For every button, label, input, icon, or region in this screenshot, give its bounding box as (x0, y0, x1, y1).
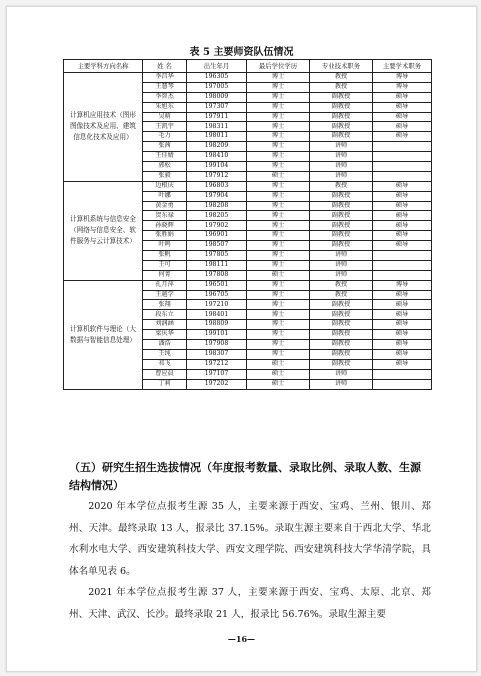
degree-cell: 博士 (247, 142, 310, 152)
degree-cell: 博士 (247, 260, 310, 270)
birth-cell: 197912 (187, 171, 247, 181)
degree-cell: 博士 (247, 280, 310, 290)
birth-cell: 198009 (187, 92, 247, 102)
academic-role-cell (373, 171, 432, 181)
faculty-table (63, 59, 432, 390)
birth-cell: 197808 (187, 270, 247, 280)
name-cell: 王越学 (143, 290, 187, 300)
birth-cell: 198011 (187, 132, 247, 142)
degree-cell: 博士 (247, 290, 310, 300)
title-cell: 副教授 (310, 231, 373, 241)
academic-role-cell (373, 260, 432, 270)
name-cell: 叶鸣 (143, 241, 187, 251)
document-page (6, 6, 477, 672)
paragraph: 2020 年本学位点报考生源 35 人，主要来源于西安、宝鸡、兰州、银川、郑州、天津。最终录取 13 人，报录比 37.15%。录取生源主要来自于西北大学、华北水利水电大学、西安建筑科技大学、西安文理学院、西安建筑科技大学华清学院，具体名单见表 6。 (69, 501, 431, 577)
name-cell: 丁莉 (143, 379, 187, 389)
page-number: —16— (227, 634, 256, 644)
academic-role-cell: 硕导 (373, 310, 432, 320)
name-cell: 黄金勇 (143, 201, 187, 211)
academic-role-cell: 硕导 (373, 112, 432, 122)
degree-cell: 博士 (247, 340, 310, 350)
degree-cell: 博士 (247, 251, 310, 261)
name-cell: 李智杰 (143, 92, 187, 102)
name-cell: 毛力 (143, 132, 187, 142)
birth-cell: 198205 (187, 211, 247, 221)
title-cell: 副教授 (310, 211, 373, 221)
title-cell: 讲师 (310, 152, 373, 162)
birth-cell: 198809 (187, 320, 247, 330)
birth-cell: 197911 (187, 112, 247, 122)
name-cell: 吴萌 (143, 112, 187, 122)
degree-cell: 硕士 (247, 359, 310, 369)
title-cell: 副教授 (310, 330, 373, 340)
birth-cell: 197202 (187, 379, 247, 389)
name-cell: 叶娜 (143, 191, 187, 201)
academic-role-cell: 硕导 (373, 349, 432, 359)
name-cell: 孔月萍 (143, 280, 187, 290)
name-cell: 张翔 (143, 300, 187, 310)
birth-cell: 196901 (187, 231, 247, 241)
birth-cell: 196305 (187, 73, 247, 83)
degree-cell: 博士 (247, 300, 310, 310)
degree-cell: 博士 (247, 73, 310, 83)
name-cell: 张胜娟 (143, 231, 187, 241)
name-cell: 朱旭东 (143, 102, 187, 112)
degree-cell: 博士 (247, 191, 310, 201)
degree-cell: 博士 (247, 162, 310, 172)
title-cell: 副教授 (310, 201, 373, 211)
degree-cell: 博士 (247, 241, 310, 251)
academic-role-cell: 硕导 (373, 221, 432, 231)
birth-cell: 199101 (187, 330, 247, 340)
title-cell: 教授 (310, 82, 373, 92)
birth-cell: 197212 (187, 359, 247, 369)
degree-cell: 博士 (247, 330, 310, 340)
degree-cell: 博士 (247, 92, 310, 102)
name-cell: 潘浩 (143, 340, 187, 350)
header-cell: 姓 名 (143, 60, 187, 73)
discipline-area-cell: 计算机系统与信息安全（网络与信息安全、软件服务与云计算技术） (64, 181, 143, 280)
academic-role-cell: 硕导 (373, 201, 432, 211)
degree-cell: 博士 (247, 122, 310, 132)
birth-cell: 197904 (187, 191, 247, 201)
table-row (64, 73, 432, 83)
academic-role-cell: 硕导 (373, 359, 432, 369)
degree-cell: 博士 (247, 211, 310, 221)
degree-cell: 博士 (247, 310, 310, 320)
academic-role-cell (373, 379, 432, 389)
birth-cell: 197908 (187, 340, 247, 350)
title-cell: 教授 (310, 73, 373, 83)
name-cell: 王佳婧 (143, 152, 187, 162)
title-cell: 讲师 (310, 251, 373, 261)
academic-role-cell: 硕导 (373, 132, 432, 142)
degree-cell: 博士 (247, 132, 310, 142)
title-cell: 讲师 (310, 142, 373, 152)
degree-cell: 博士 (247, 320, 310, 330)
degree-cell: 博士 (247, 349, 310, 359)
academic-role-cell: 硕导 (373, 211, 432, 221)
table-header-row (64, 60, 432, 73)
title-cell: 副教授 (310, 310, 373, 320)
academic-role-cell (373, 369, 432, 379)
degree-cell: 硕士 (247, 270, 310, 280)
academic-role-cell: 硕导 (373, 330, 432, 340)
title-cell: 讲师 (310, 379, 373, 389)
name-cell: 边根庆 (143, 181, 187, 191)
birth-cell: 198307 (187, 349, 247, 359)
academic-role-cell (373, 152, 432, 162)
birth-cell: 197107 (187, 369, 247, 379)
birth-cell: 197307 (187, 102, 247, 112)
academic-role-cell (373, 251, 432, 261)
name-cell: 曹应晨 (143, 369, 187, 379)
name-cell: 李昌华 (143, 73, 187, 83)
academic-role-cell: 硕导 (373, 241, 432, 251)
title-cell: 讲师 (310, 270, 373, 280)
birth-cell: 198401 (187, 310, 247, 320)
header-cell: 主要学科方向名称 (64, 60, 143, 73)
academic-role-cell: 硕导 (373, 92, 432, 102)
title-cell: 讲师 (310, 162, 373, 172)
title-cell: 教授 (310, 290, 373, 300)
academic-role-cell (373, 270, 432, 280)
birth-cell: 198111 (187, 260, 247, 270)
title-cell: 副教授 (310, 112, 373, 122)
name-cell: 何菁 (143, 270, 187, 280)
degree-cell: 博士 (247, 152, 310, 162)
academic-role-cell: 硕导 (373, 122, 432, 132)
table-row (64, 181, 432, 191)
title-cell: 副教授 (310, 320, 373, 330)
paragraph: 2021 年本学位点报考生源 37 人，主要来源于西安、宝鸡、太原、北京、郑州、天津、武汉、长沙。最终录取 21 人，报录比 56.76%。录取生源主要 (69, 587, 431, 620)
title-cell: 副教授 (310, 340, 373, 350)
name-cell: 张毅 (143, 171, 187, 181)
name-cell: 刘润涵 (143, 320, 187, 330)
degree-cell: 博士 (247, 181, 310, 191)
name-cell: 王慧琴 (143, 82, 187, 92)
title-cell: 副教授 (310, 191, 373, 201)
academic-role-cell (373, 142, 432, 152)
title-cell: 副教授 (310, 92, 373, 102)
birth-cell: 198209 (187, 142, 247, 152)
degree-cell: 硕士 (247, 379, 310, 389)
name-cell: 贺东禄 (143, 211, 187, 221)
academic-role-cell: 硕导 (373, 340, 432, 350)
degree-cell: 硕士 (247, 171, 310, 181)
discipline-area-cell: 计算机软件与理论（大数据与智能信息处理） (64, 280, 143, 389)
title-cell: 副教授 (310, 241, 373, 251)
academic-role-cell: 硕导 (373, 191, 432, 201)
table-row (64, 280, 432, 290)
table-caption: 表 5 主要师资队伍情况 (189, 47, 294, 58)
academic-role-cell: 博导 (373, 82, 432, 92)
birth-cell: 198410 (187, 152, 247, 162)
title-cell: 讲师 (310, 260, 373, 270)
name-cell: 梁庆华 (143, 330, 187, 340)
degree-cell: 博士 (247, 112, 310, 122)
birth-cell: 199104 (187, 162, 247, 172)
birth-cell: 198311 (187, 122, 247, 132)
title-cell: 教授 (310, 280, 373, 290)
header-cell: 主要学术职务 (373, 60, 432, 73)
degree-cell: 博士 (247, 82, 310, 92)
birth-cell: 197902 (187, 221, 247, 231)
title-cell: 副教授 (310, 349, 373, 359)
title-cell: 讲师 (310, 369, 373, 379)
title-cell: 副教授 (310, 122, 373, 132)
birth-cell: 198507 (187, 241, 247, 251)
academic-role-cell: 硕导 (373, 290, 432, 300)
academic-role-cell (373, 162, 432, 172)
academic-role-cell: 博导 (373, 73, 432, 83)
birth-cell: 198208 (187, 201, 247, 211)
degree-cell: 博士 (247, 201, 310, 211)
name-cell: 祁飞 (143, 359, 187, 369)
header-cell: 出生年月 (187, 60, 247, 73)
title-cell: 副教授 (310, 300, 373, 310)
birth-cell: 196803 (187, 181, 247, 191)
title-cell: 讲师 (310, 171, 373, 181)
degree-cell: 硕士 (247, 369, 310, 379)
birth-cell: 197805 (187, 251, 247, 261)
name-cell: 张茜 (143, 142, 187, 152)
name-cell: 王纯 (143, 349, 187, 359)
name-cell: 张帆 (143, 251, 187, 261)
degree-cell: 博士 (247, 102, 310, 112)
title-cell: 教授 (310, 181, 373, 191)
discipline-area-cell: 计算机应用技术（图形图像技术及应用、建筑信息化技术及应用） (64, 73, 143, 182)
title-cell: 副教授 (310, 102, 373, 112)
degree-cell: 博士 (247, 231, 310, 241)
header-cell: 最后学位学历 (247, 60, 310, 73)
birth-cell: 196705 (187, 290, 247, 300)
birth-cell: 197210 (187, 300, 247, 310)
title-cell: 副教授 (310, 132, 373, 142)
academic-role-cell: 博导 (373, 280, 432, 290)
header-cell: 专业技术职务 (310, 60, 373, 73)
academic-role-cell: 硕导 (373, 102, 432, 112)
name-cell: 段东立 (143, 310, 187, 320)
academic-role-cell: 硕导 (373, 181, 432, 191)
birth-cell: 196501 (187, 280, 247, 290)
section-heading: （五）研究生招生选拔情况（年度报考数量、录取比例、录取人数、生源结构情况） (69, 461, 421, 492)
name-cell: 孙晓辉 (143, 221, 187, 231)
name-cell: 王可 (143, 260, 187, 270)
degree-cell: 博士 (247, 221, 310, 231)
name-cell: 王凯宇 (143, 122, 187, 132)
title-cell: 副教授 (310, 221, 373, 231)
academic-role-cell: 硕导 (373, 300, 432, 310)
name-cell: 郭松 (143, 162, 187, 172)
academic-role-cell: 硕导 (373, 320, 432, 330)
academic-role-cell: 硕导 (373, 231, 432, 241)
title-cell: 副教授 (310, 359, 373, 369)
birth-cell: 197005 (187, 82, 247, 92)
